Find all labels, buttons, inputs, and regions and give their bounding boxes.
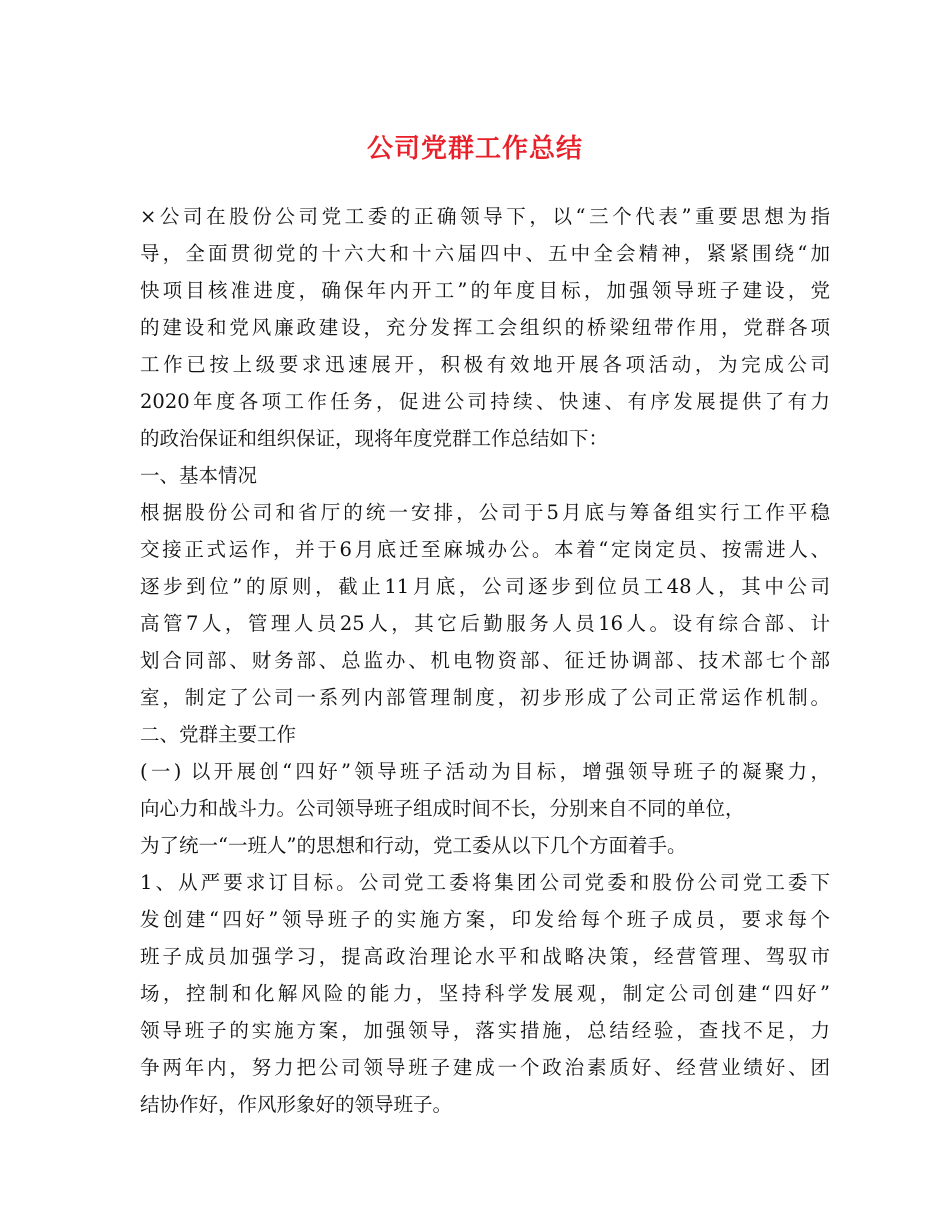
- body-line: 向心力和战斗力。公司领导班子组成时间不长，分别来自不同的单位，: [140, 797, 745, 820]
- body-line: 快项目核准进度，确保年内开工”的年度目标，加强领导班子建设，党: [140, 279, 830, 302]
- body-line: 高管7人，管理人员25人，其它后勤服务人员16人。设有综合部、计: [140, 612, 830, 635]
- body-line: 发创建“四好”领导班子的实施方案，印发给每个班子成员，要求每个: [140, 908, 830, 931]
- body-line: 根据股份公司和省厅的统一安排，公司于5月底与筹备组实行工作平稳: [140, 501, 830, 524]
- body-line: 的政治保证和组织保证，现将年度党群工作总结如下：: [140, 427, 609, 450]
- document-title: 公司党群工作总结: [366, 134, 583, 164]
- body-line: 一、基本情况: [140, 464, 258, 487]
- body-line: 2020年度各项工作任务，促进公司持续、快速、有序发展提供了有力: [140, 390, 830, 413]
- body-line: 逐步到位”的原则，截止11月底，公司逐步到位员工48人，其中公司: [140, 575, 830, 598]
- body-line: 场，控制和化解风险的能力，坚持科学发展观，制定公司创建“四好”: [140, 982, 830, 1005]
- body-line: 的建设和党风廉政建设，充分发挥工会组织的桥梁纽带作用，党群各项: [140, 316, 830, 339]
- body-line: 导，全面贯彻党的十六大和十六届四中、五中全会精神，紧紧围绕“加: [140, 242, 830, 265]
- body-line: ×公司在股份公司党工委的正确领导下，以“三个代表”重要思想为指: [140, 205, 830, 228]
- body-line: 结协作好，作风形象好的领导班子。: [140, 1093, 453, 1116]
- body-line: 交接正式运作，并于6月底迁至麻城办公。本着“定岗定员、按需进人、: [140, 538, 830, 561]
- body-line: 划合同部、财务部、总监办、机电物资部、征迁协调部、技术部七个部: [140, 649, 830, 672]
- body-line: (一) 以开展创“四好”领导班子活动为目标，增强领导班子的凝聚力，: [140, 760, 830, 783]
- body-line: 工作已按上级要求迅速展开，积极有效地开展各项活动，为完成公司: [140, 353, 830, 376]
- body-line: 二、党群主要工作: [140, 723, 297, 746]
- body-line: 争两年内，努力把公司领导班子建成一个政治素质好、经营业绩好、团: [140, 1056, 830, 1079]
- document-body: [140, 198, 830, 1123]
- body-line: 室，制定了公司一系列内部管理制度，初步形成了公司正常运作机制。: [140, 686, 830, 709]
- body-line: 1、从严要求订目标。公司党工委将集团公司党委和股份公司党工委下: [140, 871, 830, 894]
- body-line: 为了统一“一班人”的思想和行动，党工委从以下几个方面着手。: [140, 834, 687, 857]
- body-line: 领导班子的实施方案，加强领导，落实措施，总结经验，查找不足，力: [140, 1019, 830, 1042]
- body-line: 班子成员加强学习，提高政治理论水平和战略决策，经营管理、驾驭市: [140, 945, 830, 968]
